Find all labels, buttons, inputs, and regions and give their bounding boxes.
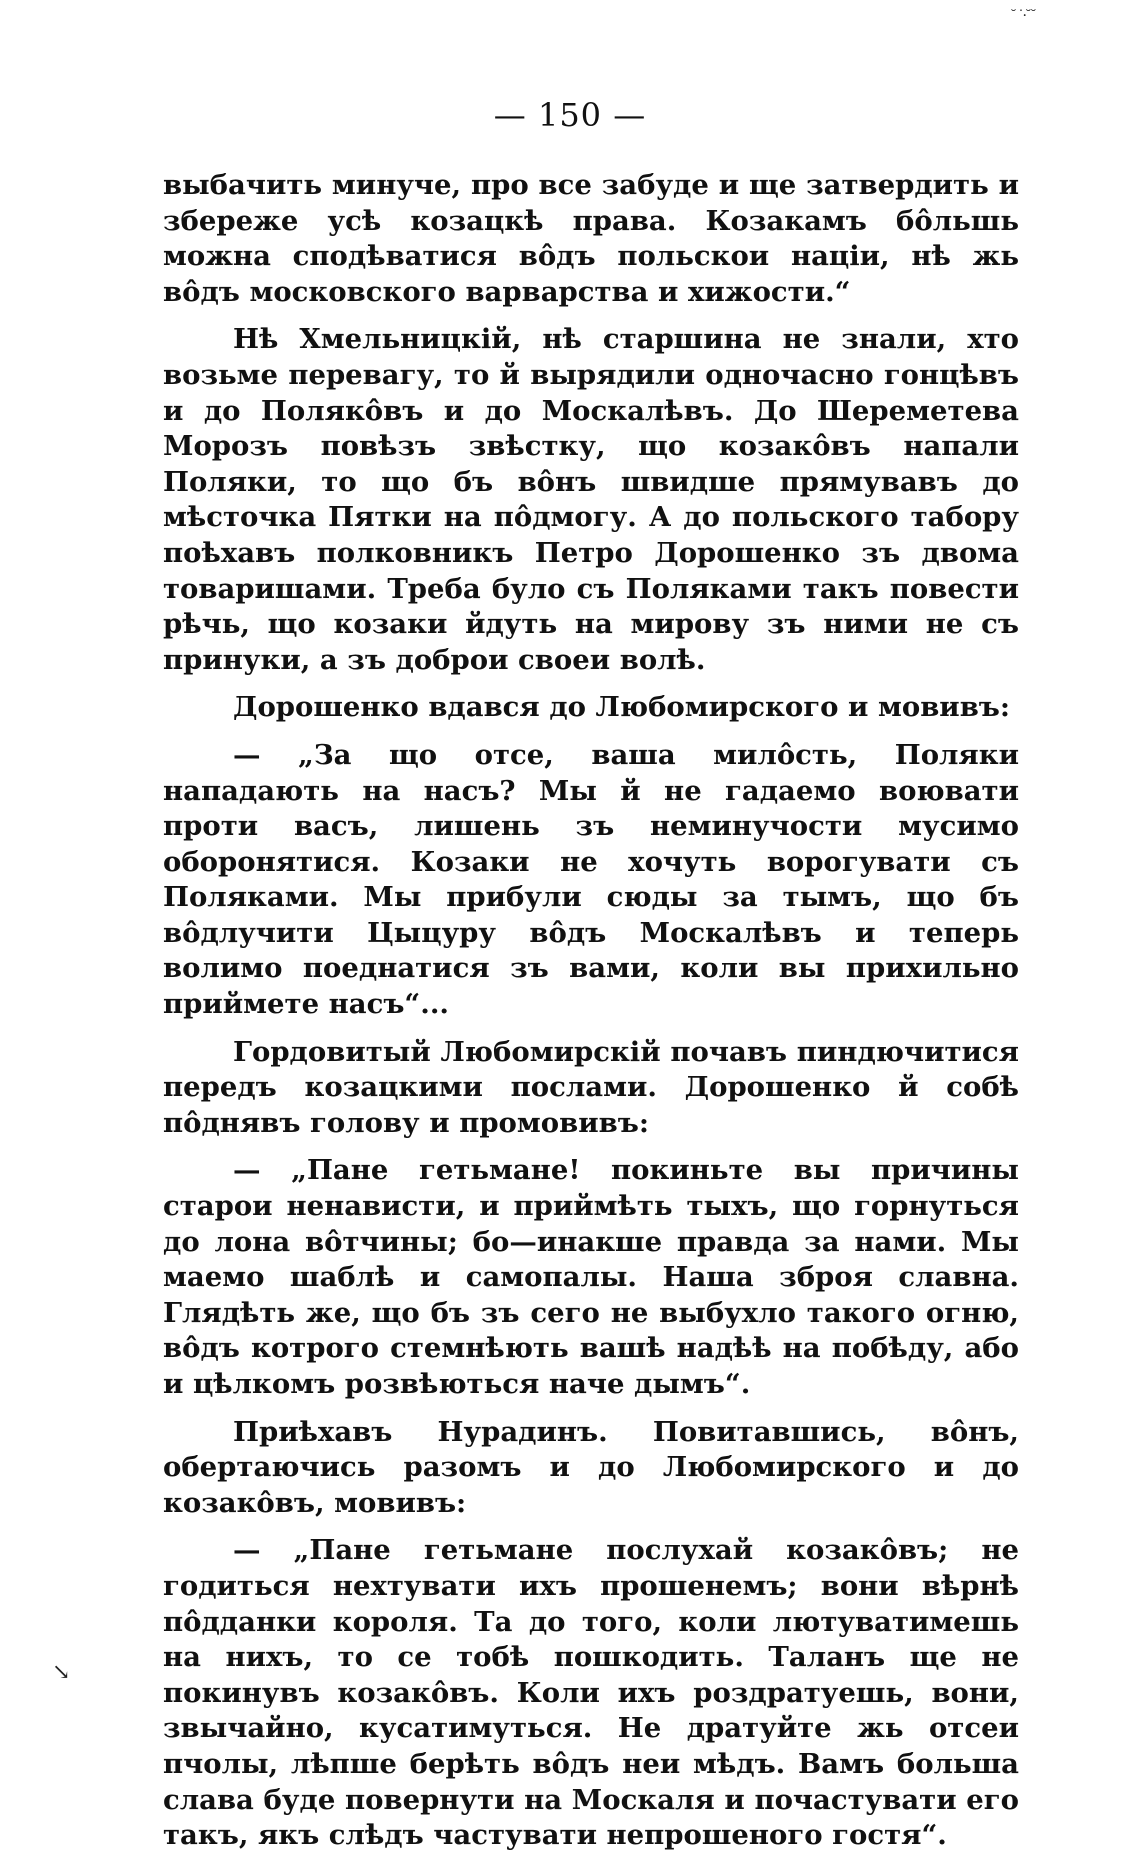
paragraph-8: — „Пане гетьмане послухай козакôвъ; не годиться нехтувати ихъ прошенемъ; вони вѣрнѣ пôдданки короля. Та до того, коли лютуватимешь на нихъ, то се тобѣ пошкодить. Таланъ ще не покинувъ козакôвъ. Коли ихъ роздратуешь, вони, звычайно, кусатимуться. Не дратуйте жь отсеи пчолы, лѣпше берѣть вôдъ неи мѣдъ. Вамъ больша слава буде повернути на Москаля и почастувати его такъ, якъ слѣдъ частувати непрошеного гостя“. [163,1534,1019,1852]
paragraph-5: Гордовитый Любомирскiй почавъ пиндючитися передъ козацкими послами. Дорошенко й собѣ пôднявъ голову и промовивъ: [163,1035,1019,1139]
body-text [163,168,1019,1866]
paragraph-3: Дорошенко вдався до Любомирского и мовивъ: [233,691,1011,724]
paragraph-6: — „Пане гетьмане! покиньте вы причины старои ненависти, и приймѣть тыхъ, що горнуться до лона вôтчины; бо—инакше правда за нами. Мы маемо шаблѣ и самопалы. Наша зброя славна. Глядѣть же, що бъ зъ сего не выбухло такого огню, вôдъ котрого стемнѣють вашѣ надѣѣ на побѣду, або и цѣлкомъ розвѣються наче дымъ“. [163,1154,1019,1400]
paragraph-4: — „За що отсе, ваша милôсть, Поляки нападають на насъ? Мы й не гадаемо воювати проти васъ, лишень зъ неминучости мусимо оборонятися. Козаки не хочуть ворогувати съ Поляками. Мы прибули сюды за тымъ, що бъ вôдлучити Цыцуру вôдъ Москалѣвъ и теперь волимо поеднатися зъ вами, коли вы прихильно приймете насъ“... [163,738,1019,1021]
paragraph-2: Нѣ Хмельницкiй, нѣ старшина не знали, хто возьме перевагу, то й вырядили одночасно гонцѣвъ и до Полякôвъ и до Москалѣвъ. До Шереметева Морозъ повѣзъ звѣстку, що козакôвъ напали Поляки, то що бъ вôнъ швидше прямувавъ до мѣсточка Пятки на пôдмогу. А до польского табору поѣхавъ полковникъ Петро Дорошенко зъ двома товаришами. Треба було съ Поляками такъ повести рѣчь, що козаки йдуть на мирову зъ ними не съ принуки, а зъ доброи своеи волѣ. [163,323,1019,676]
paragraph-1: выбачить минуче, про все забуде и ще затвердить и збереже усѣ козацкѣ права. Козакамъ бôльшь можна сподѣватися вôдъ польскои нацiи, нѣ жь вôдъ московского варварства и хижости.“ [163,169,1019,308]
paragraph-7: Приѣхавъ Нурадинъ. Повитавшись, вôнъ, обертаючись разомъ и до Любомирского и до козакôвъ, мовивъ: [163,1415,1019,1519]
corner-ink-mark: ˘ ˙·˘˘ [1010,8,1035,24]
bottom-ink-mark: ↘ [52,1660,71,1685]
page-number: — 150 — [493,96,647,134]
